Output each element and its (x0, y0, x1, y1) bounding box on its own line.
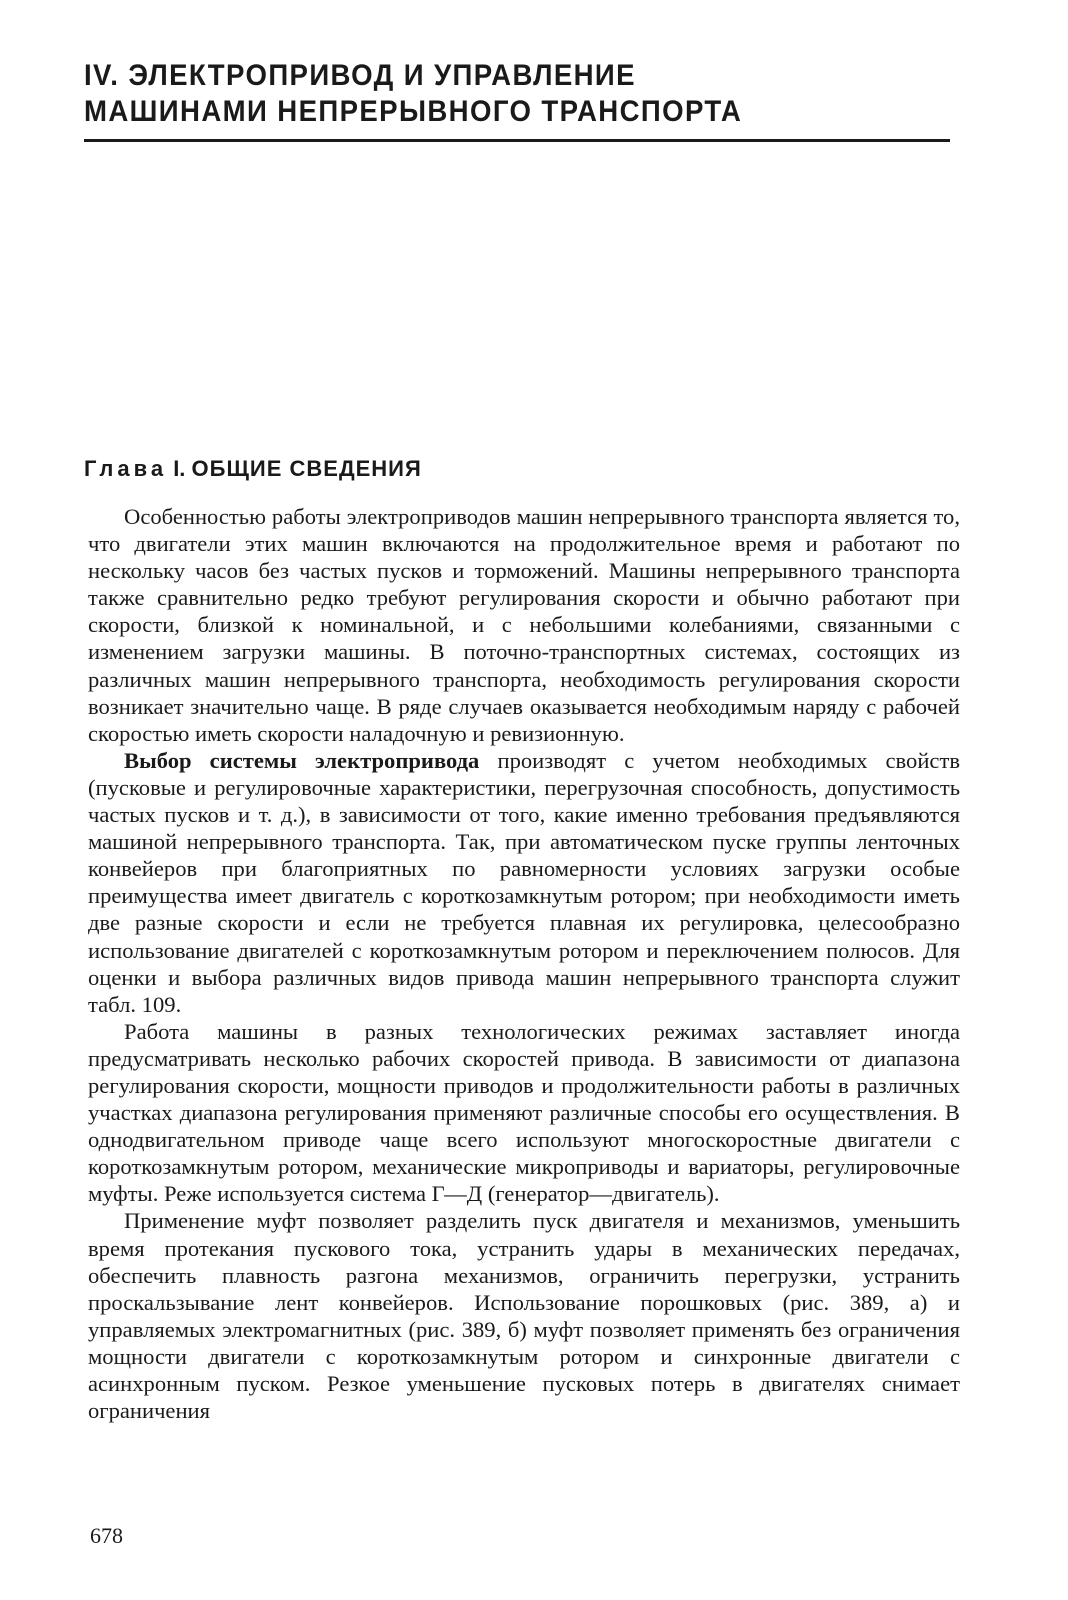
paragraph-3: Работа машины в разных технологических режимах заставляет иногда предусматривать несколько рабочих скоростей привода. В зависимости от диапазона регулирования скорости, мощности приводов и продолжительности работы в различных участках диапазона регулирования применяют различные способы его осуществления. В однодвигательном приводе чаще всего используют многоскоростные двигатели с короткозамкнутым ротором, механические микроприводы и вариаторы, регулировочные муфты. Реже используется система Г—Д (генератор—двигатель). (88, 1018, 960, 1207)
paragraph-2 (88, 747, 960, 1018)
chapter-body (88, 503, 960, 1424)
chapter-title: ОБЩИЕ СВЕДЕНИЯ (191, 456, 422, 481)
paragraph-1: Особенностью работы электроприводов машин непрерывного транспорта является то, что двигатели этих машин включаются на продолжительное время и работают по нескольку часов без частых пусков и торможений. Машины непрерывного транспорта также сравнительно редко требуют регулирования скорости и обычно работают при скорости, близкой к номинальной, и с небольшими колебаниями, связанными с изменением загрузки машины. В поточно-транспортных системах, состоящих из различных машин непрерывного транспорта, необходимость регулирования скорости возникает значительно чаще. В ряде случаев оказывается необходимым наряду с рабочей скоростью иметь скорости наладочную и ревизионную. (88, 504, 960, 746)
paragraph-2-lead-term: Выбор системы электропривода (124, 747, 480, 773)
chapter-heading (84, 455, 422, 483)
chapter-number: I. (173, 456, 186, 481)
part-title-line-1: IV. ЭЛЕКТРОПРИВОД И УПРАВЛЕНИЕ (84, 59, 636, 92)
chapter-label: Глава (84, 456, 168, 481)
page-number: 678 (90, 1523, 123, 1548)
part-title (84, 58, 894, 130)
part-title-line-2: МАШИНАМИ НЕПРЕРЫВНОГО ТРАНСПОРТА (84, 95, 743, 128)
paragraph-4: Применение муфт позволяет разделить пуск двигателя и механизмов, уменьшить время протекания пускового тока, устранить удары в механических передачах, обеспечить плавность разгона механизмов, ограничить перегрузки, устранить проскальзывание лент конвейеров. Использование порошковых (рис. 389, а) и управляемых электромагнитных (рис. 389, б) муфт позволяет применять без ограничения мощности двигатели с короткозамкнутым ротором и синхронные двигатели с асинхронным пуском. Резкое уменьшение пусковых потерь в двигателях снимает ограничения (88, 1208, 960, 1424)
title-divider (84, 139, 950, 142)
paragraph-2-text: производят с учетом необходимых свойств (пусковые и регулировочные характеристики, перегрузочная способность, допустимость частых пусков и т. д.), в зависимости от того, какие именно требования предъявляются машиной непрерывного транспорта. Так, при автоматическом пуске группы ленточных конвейеров при благоприятных по равномерности условиях загрузки особые преимущества имеет двигатель с короткозамкнутым ротором; при необходимости иметь две разные скорости и если не требуется плавная их регулировка, целесообразно использование двигателей с короткозамкнутым ротором и переключением полюсов. Для оценки и выбора различных видов привода машин непрерывного транспорта служит табл. 109. (88, 747, 960, 1017)
